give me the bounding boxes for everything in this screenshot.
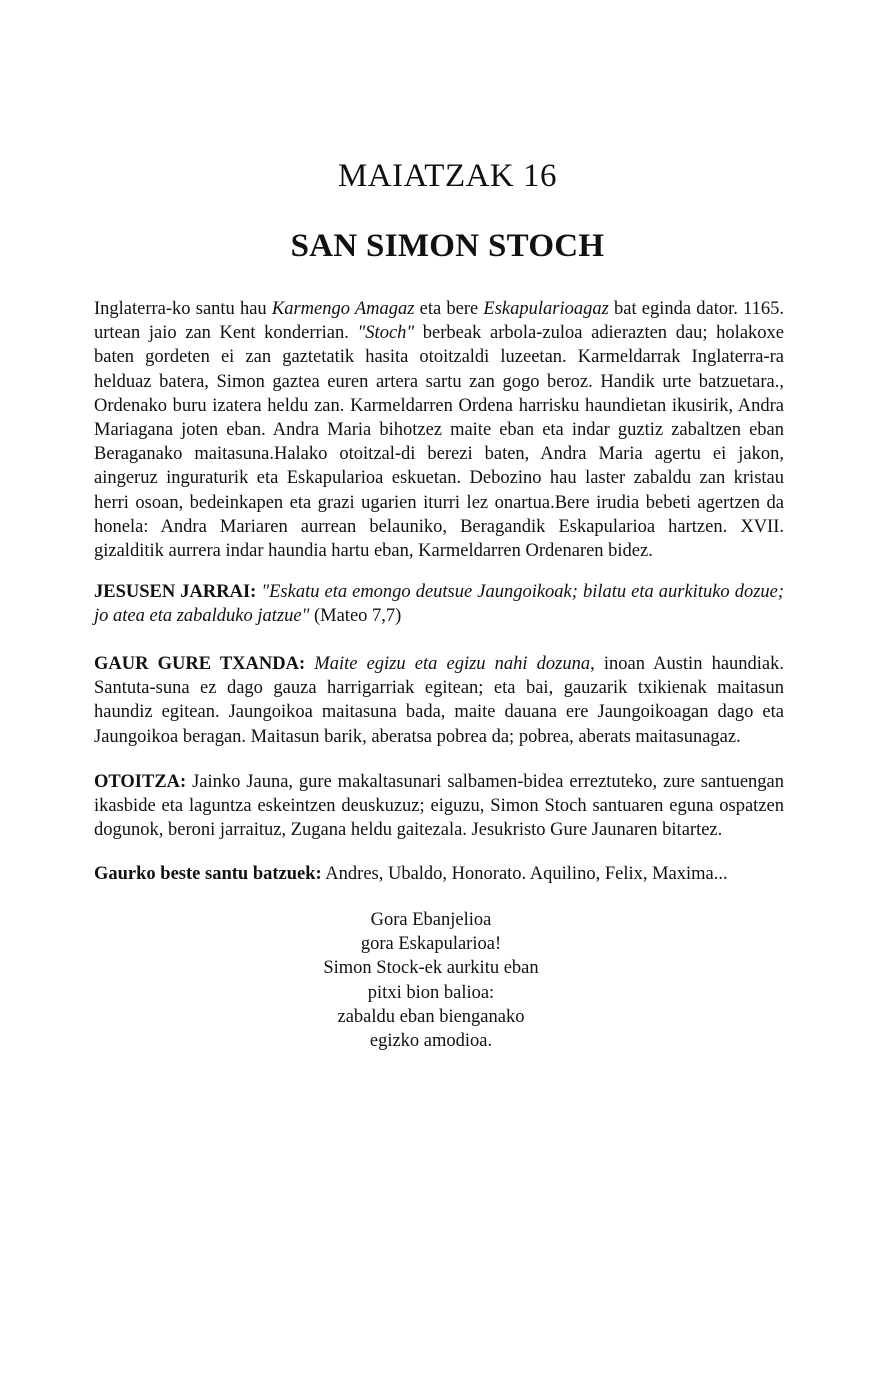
otoitza-paragraph xyxy=(94,770,784,843)
poem-line: gora Eskapularioa! xyxy=(360,934,502,955)
intro-text-4: berbeak arbola-zuloa adierazten dau; holakoxe baten gordeten ei zan gaztetatik hasita otoitzaldi luzeetan. Karmeldarrak Inglaterra-ra helduaz batera, Simon gaztea euren artera sartu zan gogo beroz. Handik urte batzuetara., Ordenako buru izatera heldu zan. Karmeldarren Ordena harrisku haundietan ikusirik, Andra Mariagana joten eban. Andra Maria bihotzez maite eban eta indar guztiz zabaltzen eban Beraganako maitasuna.Halako otoitzal-di berezi baten, Andra Maria agertu ei jakon, aingeruz inguraturik eta Eskapularioa eskuetan. Debozino hau laster zabaldu zan kristau herri osoan, bedeinkapen eta grazi ugarien iturri lez onartua.Bere irudia bebeti agertzen da honela: Andra Mariaren aurrean belauniko, Beragandik Eskapularioa hartzen. XVII. gizalditik aurrera indar haundia hartu eban, Karmeldarren Ordenaren bidez. xyxy=(94,323,784,562)
jarrai-reference: (Mateo 7,7) xyxy=(309,606,402,627)
beste-label: Gaurko beste santu batzuek: xyxy=(94,864,322,884)
otoitza-text: Jainko Jauna, gure makaltasunari salbamen-bidea erreztuteko, zure santuengan ikasbide eta laguntza eskeintzen deuskuzuz; eiguzu, Simon Stoch santuaren eguna ospatzen dogunok, beroni jarraituz, Zugana heldu gaitezala. Jesukristo Gure Jaunaren bitartez. xyxy=(94,772,784,841)
txanda-paragraph xyxy=(94,652,784,749)
poem xyxy=(0,908,862,1053)
jarrai-quote: "Eskatu eta emongo deutsue Jaungoikoak; bilatu eta aurkituko dozue; jo atea eta zabalduko jatzue" xyxy=(94,582,785,627)
beste-paragraph xyxy=(94,862,784,886)
poem-line: zabaldu eban bienganako xyxy=(337,1006,525,1027)
intro-paragraph xyxy=(94,297,784,563)
jarrai-paragraph xyxy=(94,580,784,628)
date-title: MAIATZAK 16 xyxy=(337,158,558,194)
poem-line: Simon Stock-ek aurkitu eban xyxy=(323,958,539,979)
txanda-text: , inoan Austin haundiak. Santuta-suna ez dago gauza harrigarriak egitean; eta bai, gauzarik txikienak maitasun haundiz egitean. Jaungoikoa maitasuna bada, maite dauana ere Jaungoikoagan dago eta Jaungoikoa beragan. Maitasun barik, aberatsa pobrea da; pobrea, aberats maitasunagaz. xyxy=(94,654,785,747)
saint-title: SAN SIMON STOCH xyxy=(290,228,605,264)
otoitza-label: OTOITZA: xyxy=(94,772,187,792)
intro-text-3: bat eginda dator. 1165. urtean jaio zan Kent konderrian. xyxy=(94,299,784,344)
intro-italic-1: Karmengo Amagaz xyxy=(271,299,415,319)
txanda-quote: Maite egizu eta egizu nahi dozuna xyxy=(314,654,591,674)
intro-italic-3: "Stoch" xyxy=(357,323,415,344)
jarrai-label: JESUSEN JARRAI: xyxy=(94,582,257,602)
intro-italic-2: Eskapularioagaz xyxy=(483,299,609,319)
intro-text-2: eta bere xyxy=(414,299,484,319)
beste-text: Andres, Ubaldo, Honorato. Aquilino, Felix, Maxima... xyxy=(321,864,728,884)
poem-line: pitxi bion balioa: xyxy=(367,982,495,1003)
poem-line: egizko amodioa. xyxy=(369,1031,493,1052)
txanda-label: GAUR GURE TXANDA: xyxy=(94,654,306,674)
poem-line: Gora Ebanjelioa xyxy=(370,910,492,930)
intro-text-1: Inglaterra-ko santu hau xyxy=(94,299,272,319)
